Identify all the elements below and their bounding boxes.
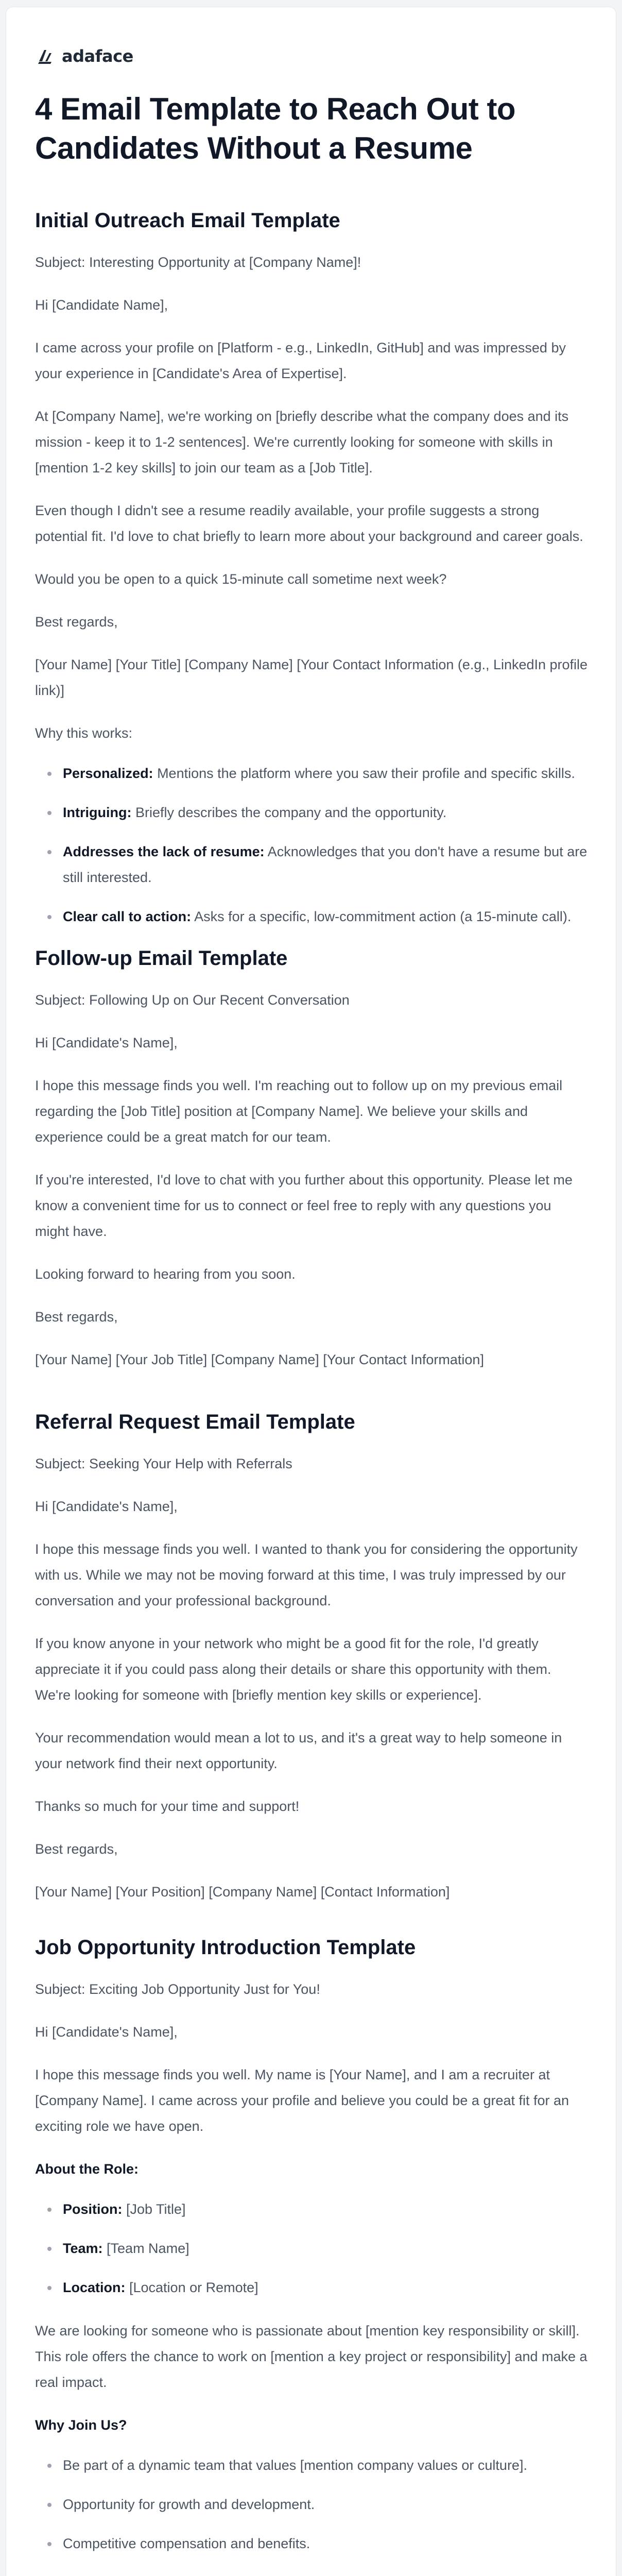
why-join-list xyxy=(35,2452,589,2556)
email-greeting: Hi [Candidate's Name], xyxy=(35,2024,178,2040)
section-heading: Initial Outreach Email Template xyxy=(35,209,340,232)
page-title: 4 Email Template to Reach Out to Candidates Without a Resume xyxy=(35,92,516,165)
email-signature: [Your Name] [Your Job Title] [Company Name] [Your Contact Information] xyxy=(35,1352,484,1367)
section-heading: Job Opportunity Introduction Template xyxy=(35,1936,416,1959)
email-closing: Best regards, xyxy=(35,1841,118,1857)
email-paragraph: Even though I didn't see a resume readily available, your profile suggests a strong potential fit. I'd love to chat briefly to learn more about your background and career goals. xyxy=(35,503,583,544)
email-paragraph: Thanks so much for your time and support! xyxy=(35,1799,300,1814)
email-subject: Subject: Exciting Job Opportunity Just for You! xyxy=(35,1981,320,1997)
list-item: Clear call to action: Asks for a specific, low-commitment action (a 15-minute call). xyxy=(63,904,589,929)
list-item: Location: [Location or Remote] xyxy=(63,2275,589,2300)
brand-name: adaface xyxy=(62,46,133,66)
list-item: Position: [Job Title] xyxy=(63,2196,589,2222)
role-heading: About the Role: xyxy=(35,2161,139,2177)
email-paragraph: I came across your profile on [Platform - e.g., LinkedIn, GitHub] and was impressed by your experience in [Candidate's Area of Expertise]. xyxy=(35,340,566,381)
email-paragraph: I hope this message finds you well. My name is [Your Name], and I am a recruiter at [Company Name]. I came across your profile and believe you could be a great fit for an exciting role we have open. xyxy=(35,2067,569,2134)
email-paragraph: I hope this message finds you well. I wanted to thank you for considering the opportunity with us. While we may not be moving forward at this time, I was truly impressed by our conversation and your professional background. xyxy=(35,1541,578,1608)
list-item: Be part of a dynamic team that values [mention company values or culture]. xyxy=(63,2452,589,2478)
list-item: Addresses the lack of resume: Acknowledges that you don't have a resume but are still interested. xyxy=(63,839,589,890)
email-signature: [Your Name] [Your Title] [Company Name] [Your Contact Information (e.g., LinkedIn profile link)] xyxy=(35,657,588,698)
section-initial-outreach xyxy=(35,207,589,943)
email-subject: Subject: Interesting Opportunity at [Company Name]! xyxy=(35,255,361,270)
list-item: Team: [Team Name] xyxy=(63,2235,589,2261)
list-item: Personalized: Mentions the platform where you saw their profile and specific skills. xyxy=(63,760,589,786)
why-list xyxy=(35,760,589,929)
email-subject: Subject: Following Up on Our Recent Conversation xyxy=(35,992,350,1008)
section-heading: Follow-up Email Template xyxy=(35,947,288,970)
why-heading: Why this works: xyxy=(35,725,133,741)
email-greeting: Hi [Candidate Name], xyxy=(35,297,168,313)
list-item: Intriguing: Briefly describes the company and the opportunity. xyxy=(63,800,589,825)
section-heading: Referral Request Email Template xyxy=(35,1411,355,1433)
email-paragraph: At [Company Name], we're working on [briefly describe what the company does and its mission - keep it to 1-2 sentences]. We're currently looking for someone with skills in [mention 1-2 key skills] to join our team as a [Job Title]. xyxy=(35,409,569,476)
why-join-heading: Why Join Us? xyxy=(35,2417,127,2433)
email-paragraph: We are looking for someone who is passionate about [mention key responsibility or skill]. This role offers the chance to work on [mention a key project or responsibility] and make a real impact. xyxy=(35,2323,588,2390)
section-job-opportunity xyxy=(35,1934,589,2576)
email-paragraph: Would you be open to a quick 15-minute call sometime next week? xyxy=(35,571,447,587)
list-item: Opportunity for growth and development. xyxy=(63,2492,589,2517)
email-paragraph: Looking forward to hearing from you soon. xyxy=(35,1266,296,1282)
list-item: Competitive compensation and benefits. xyxy=(63,2531,589,2556)
email-subject: Subject: Seeking Your Help with Referrals xyxy=(35,1456,292,1471)
email-signature: [Your Name] [Your Position] [Company Name] [Contact Information] xyxy=(35,1884,450,1900)
email-paragraph: I hope this message finds you well. I'm reaching out to follow up on my previous email regarding the [Job Title] position at [Company Name]. We believe your skills and experience could be a great match for our team. xyxy=(35,1078,563,1145)
email-paragraph: If you're interested, I'd love to chat with you further about this opportunity. Please let me know a convenient time for us to connect or feel free to reply with any questions you might have. xyxy=(35,1172,573,1239)
email-paragraph: If you know anyone in your network who might be a good fit for the role, I'd greatly appreciate it if you could pass along their details or share this opportunity with them. We're looking for someone with [briefly mention key skills or experience]. xyxy=(35,1636,551,1703)
email-greeting: Hi [Candidate's Name], xyxy=(35,1035,178,1050)
email-greeting: Hi [Candidate's Name], xyxy=(35,1499,178,1514)
section-follow-up xyxy=(35,945,589,1372)
email-closing: Best regards, xyxy=(35,1309,118,1325)
email-paragraph xyxy=(35,2574,589,2576)
brand-logo[interactable] xyxy=(35,46,133,66)
adaface-logo-icon xyxy=(35,46,56,66)
email-closing: Best regards, xyxy=(35,614,118,630)
section-referral-request xyxy=(35,1409,589,1905)
email-paragraph: Your recommendation would mean a lot to us, and it's a great way to help someone in your network find their next opportunity. xyxy=(35,1730,562,1771)
article-card xyxy=(6,7,616,2576)
role-list xyxy=(35,2196,589,2300)
